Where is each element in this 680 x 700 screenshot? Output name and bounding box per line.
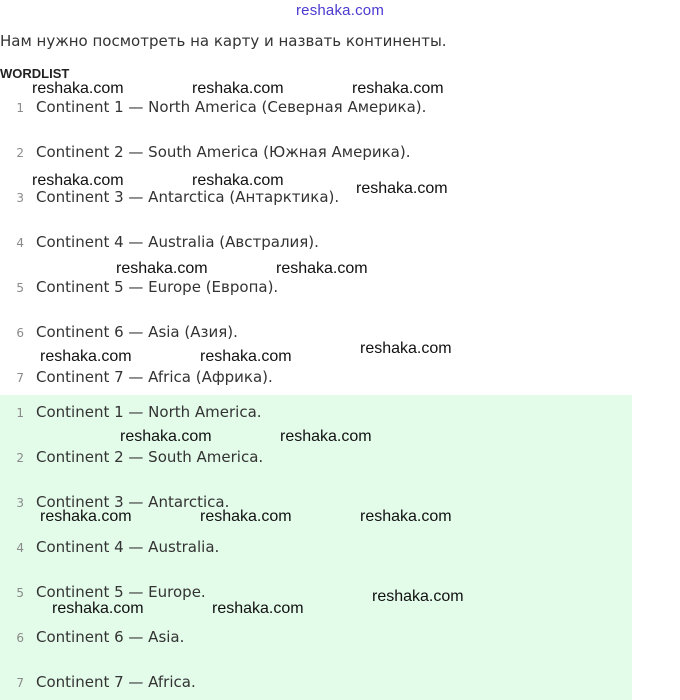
watermark: reshaka.com <box>212 600 304 617</box>
answer-row <box>0 673 196 695</box>
watermark: reshaka.com <box>372 588 464 605</box>
answer-entry: Continent 7 — Africa. <box>36 673 196 691</box>
watermark: reshaka.com <box>360 340 452 357</box>
line-number: 4 <box>16 541 24 555</box>
answer-entry: Continent 4 — Australia. <box>36 538 220 556</box>
watermark: reshaka.com <box>116 260 208 277</box>
line-number: 6 <box>16 631 24 645</box>
watermark: reshaka.com <box>32 172 124 189</box>
answer-entry: Continent 3 — Antarctica. <box>36 493 230 511</box>
watermark: reshaka.com <box>192 172 284 189</box>
wordlist-entry: Continent 5 — Europe (Европа). <box>36 278 279 296</box>
watermark: reshaka.com <box>276 260 368 277</box>
watermark: reshaka.com <box>52 600 144 617</box>
line-number: 1 <box>16 101 24 115</box>
site-watermark-top: reshaka.com <box>295 2 385 19</box>
watermark: reshaka.com <box>200 348 292 365</box>
answer-row <box>0 403 262 425</box>
watermark: reshaka.com <box>200 508 292 525</box>
wordlist-entry: Continent 2 — South America (Южная Америка). <box>36 143 411 161</box>
answer-entry: Continent 1 — North America. <box>36 403 262 421</box>
watermark: reshaka.com <box>192 80 284 97</box>
wordlist-row <box>0 368 273 390</box>
wordlist-row <box>0 143 410 165</box>
wordlist-entry: Continent 7 — Africa (Африка). <box>36 368 273 386</box>
line-number: 4 <box>16 236 24 250</box>
watermark: reshaka.com <box>120 428 212 445</box>
intro-text: Нам нужно посмотреть на карту и назвать континенты. <box>0 32 447 50</box>
line-number: 7 <box>16 371 24 385</box>
line-number: 2 <box>16 146 24 160</box>
wordlist-row <box>0 188 339 210</box>
line-number: 5 <box>16 281 24 295</box>
watermark: reshaka.com <box>40 508 132 525</box>
line-number: 7 <box>16 676 24 690</box>
wordlist-row <box>0 98 426 120</box>
line-number: 3 <box>16 496 24 510</box>
answer-entry: Continent 6 — Asia. <box>36 628 185 646</box>
line-number: 3 <box>16 191 24 205</box>
wordlist-entry: Continent 4 — Australia (Австралия). <box>36 233 319 251</box>
wordlist-row <box>0 233 319 255</box>
watermark: reshaka.com <box>32 80 124 97</box>
watermark: reshaka.com <box>280 428 372 445</box>
watermark: reshaka.com <box>360 508 452 525</box>
wordlist-row <box>0 278 278 300</box>
line-number: 1 <box>16 406 24 420</box>
answer-entry: Continent 5 — Europe. <box>36 583 206 601</box>
watermark: reshaka.com <box>40 348 132 365</box>
wordlist-entry: Continent 3 — Antarctica (Антарктика). <box>36 188 340 206</box>
wordlist-row <box>0 323 238 345</box>
answer-row <box>0 628 184 650</box>
answer-row <box>0 448 263 470</box>
watermark: reshaka.com <box>356 180 448 197</box>
answer-row <box>0 538 219 560</box>
wordlist-entry: Continent 6 — Asia (Азия). <box>36 323 238 341</box>
line-number: 6 <box>16 326 24 340</box>
line-number: 5 <box>16 586 24 600</box>
answer-entry: Continent 2 — South America. <box>36 448 264 466</box>
wordlist-title: WORDLIST <box>0 66 70 81</box>
watermark: reshaka.com <box>352 80 444 97</box>
wordlist-entry: Continent 1 — North America (Северная Америка). <box>36 98 427 116</box>
line-number: 2 <box>16 451 24 465</box>
